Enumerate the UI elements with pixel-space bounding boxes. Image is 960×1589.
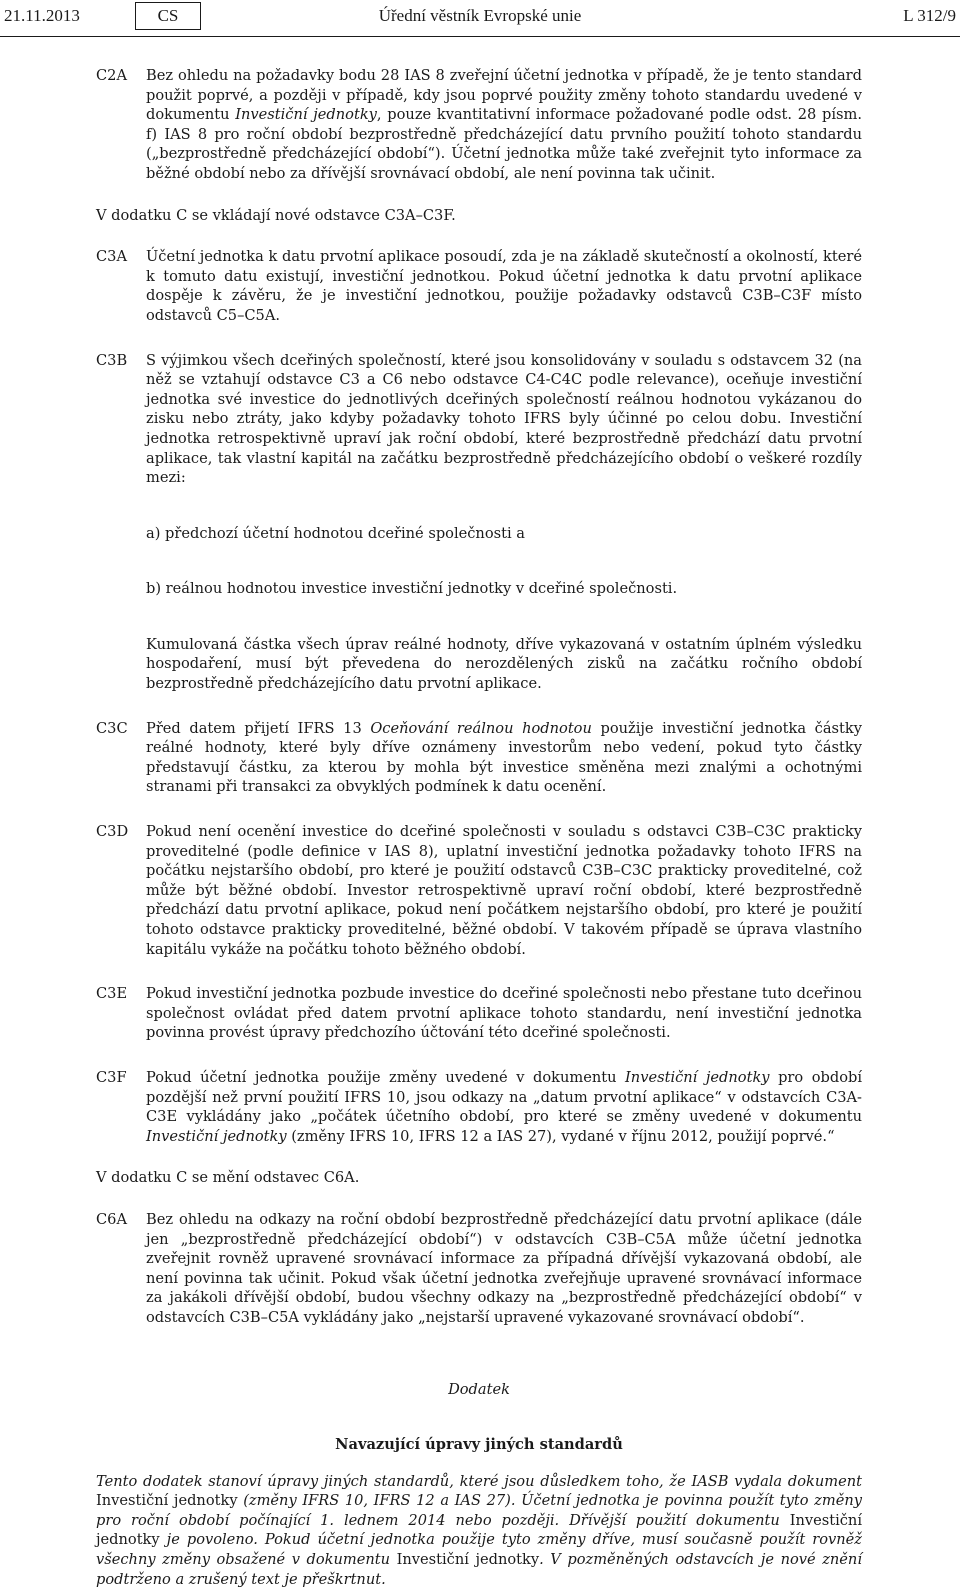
- page-reference: L 312/9: [903, 6, 956, 25]
- instruction-note: V dodatku C se vkládají nové odstavce C3A–C3F.: [96, 206, 456, 224]
- paragraph-label: C3D: [96, 823, 129, 841]
- paragraph-c3b: [96, 351, 862, 488]
- paragraph-c3a: [96, 247, 862, 325]
- paragraph-c3e: [96, 984, 862, 1043]
- language-code: CS: [135, 2, 201, 30]
- instruction-note: V dodatku C se mění odstavec C6A.: [96, 1169, 360, 1187]
- paragraph-c3f: [96, 1068, 862, 1146]
- paragraph-label: C6A: [96, 1210, 127, 1228]
- document-body: [96, 66, 862, 1589]
- paragraph-text: Pokud investiční jednotka pozbude investice do dceřiné společnosti nebo přestane tuto dceřinou společnost ovládat před datem prvotní aplikace tohoto standardu, není investiční jednotka povinna provést úpravy předchozího účtování této dceřiné společnosti.: [146, 985, 862, 1042]
- paragraph-label: C3A: [96, 248, 127, 266]
- paragraph-label: C3E: [96, 985, 128, 1003]
- list-item-b: b) reálnou hodnotou investice investiční jednotky v dceřiné společnosti.: [146, 580, 678, 598]
- paragraph-c2a: [96, 66, 862, 184]
- page-header: [0, 0, 960, 40]
- header-rule: [0, 36, 960, 37]
- publication-date: 21.11.2013: [4, 6, 80, 25]
- paragraph-text: Pokud není ocenění investice do dceřiné společnosti v souladu s odstavci C3B–C3C prakticky proveditelné (podle definice v IAS 8), uplatní investiční jednotka požadavky tohoto IFRS na počátku nejstaršího období, pro které je použití odstavců C3B–C3C prakticky proveditelné, což může být běžné období. Investor retrospektivně upraví roční období, které bezprostředně předchází datu prvotní aplikace, pokud není počátkem nejstaršího období, pro které je použití tohoto odstavce prakticky proveditelné, běžné období. V takovém případě se úprava vlastního kapitálu vykáže na počátku tohoto běžného období.: [146, 823, 862, 958]
- journal-title: Úřední věstník Evropské unie: [378, 6, 582, 25]
- paragraph-text: Pokud účetní jednotka použije změny uvedené v dokumentu Investiční jednotky pro období pozdější než první použití IFRS 10, jsou odkazy na „datum prvotní aplikace“ v odstavcích C3A-C3E vykládány jako „počátek účetního období, pro které se změny uvedené v dokumentu Investiční jednotky (změny IFRS 10, IFRS 12 a IAS 27), vydané v říjnu 2012, použijí poprvé.“: [146, 1068, 862, 1145]
- paragraph-label: C3B: [96, 351, 128, 369]
- paragraph-text: Bez ohledu na odkazy na roční období bezprostředně předcházející datu prvotní aplikace (dále jen „bezprostředně předcházející období“) v odstavcích C3B–C5A může účetní jednotka zveřejnit rovněž upravené srovnávací informace za případná dřívější vykazovaná období, ale není povinna tak učinit. Pokud však účetní jednotka zveřejňuje upravené srovnávací informace za jakákoli dřívější období, budou všechny odkazy na „bezprostředně předcházející období“ v odstavcích C3B–C5A vykládány jako „nejstarší upravené vykazované srovnávací období“.: [146, 1210, 862, 1326]
- paragraph-text: Bez ohledu na požadavky bodu 28 IAS 8 zveřejní účetní jednotka v případě, že je tento standard použit poprvé, a později v případě, kdy jsou poprvé použity změny tohoto standardu uvedené v dokumentu Investiční jednotky, pouze kvantitativní informace požadované podle odst. 28 písm. f) IAS 8 pro roční období bezprostředně předcházející datu prvního použití tohoto standardu („bezprostředně předcházející období“). Účetní jednotka může také zveřejnit tyto informace za běžné období nebo za dřívější srovnávací období, ale není povinna tak učinit.: [146, 67, 862, 182]
- paragraph-text: Před datem přijetí IFRS 13 Oceňování reálnou hodnotou použije investiční jednotka částky reálné hodnoty, které byly dříve oznámeny investorům nebo vedení, pokud tyto částky představují částku, za kterou by mohla být investice směněna mezi znalými a ochotnými stranami při transakci za obvyklých podmínek k datu ocenění.: [146, 719, 862, 796]
- paragraph-text: Kumulovaná částka všech úprav reálné hodnoty, dříve vykazovaná v ostatním úplném výsledku hospodaření, musí být převedena do nerozdělených zisků na začátku ročního období bezprostředně předcházejícího datu prvotní aplikace.: [146, 635, 862, 693]
- paragraph-text: Účetní jednotka k datu prvotní aplikace posoudí, zda je na základě skutečností a okolností, které k tomuto datu existují, investiční jednotkou. Pokud účetní jednotka k datu prvotní aplikace dospěje k závěru, že je investiční jednotkou, použije požadavky odstavců C3B–C3F místo odstavců C5–C5A.: [146, 248, 862, 324]
- paragraph-label: C2A: [96, 67, 127, 84]
- paragraph-c6a: [96, 1210, 862, 1328]
- paragraph-c3c: [96, 719, 862, 797]
- paragraph-label: C3F: [96, 1068, 127, 1086]
- appendix-heading: Navazující úpravy jiných standardů: [335, 1436, 623, 1454]
- paragraph-c3d: [96, 822, 862, 959]
- paragraph-text: S výjimkou všech dceřiných společností, které jsou konsolidovány v souladu s odstavcem 32 (na něž se vztahují odstavce C3 a C6 nebo odstavce C4-C4C podle relevance), oceňuje investiční jednotka své investice do jednotlivých dceřiných společností reálnou hodnotou vykázanou do zisku nebo ztráty, jako kdyby požadavky tohoto IFRS byly účinné po celou dobu. Investiční jednotka retrospektivně upraví jak roční období, které bezprostředně předchází datu prvotní aplikace, tak vlastní kapitál na začátku bezprostředně předcházejícího období o veškeré rozdíly mezi:: [146, 351, 862, 487]
- appendix-intro: Tento dodatek stanoví úpravy jiných standardů, které jsou důsledkem toho, že IASB vydala dokument Investiční jednotky (změny IFRS 10, IFRS 12 a IAS 27). Účetní jednotka je povinna použít tyto změny pro roční období počínající 1. lednem 2014 nebo později. Dřívější použití dokumentu Investiční jednotky je povoleno. Pokud účetní jednotka použije tyto změny dříve, musí současně použít rovněž všechny změny obsažené v dokumentu Investiční jednotky. V pozměněných odstavcích je nové znění podtrženo a zrušený text je přeškrtnut.: [96, 1472, 862, 1588]
- list-item-a: a) předchozí účetní hodnotou dceřiné společnosti a: [146, 524, 525, 542]
- appendix-title: Dodatek: [448, 1380, 510, 1398]
- paragraph-label: C3C: [96, 719, 128, 737]
